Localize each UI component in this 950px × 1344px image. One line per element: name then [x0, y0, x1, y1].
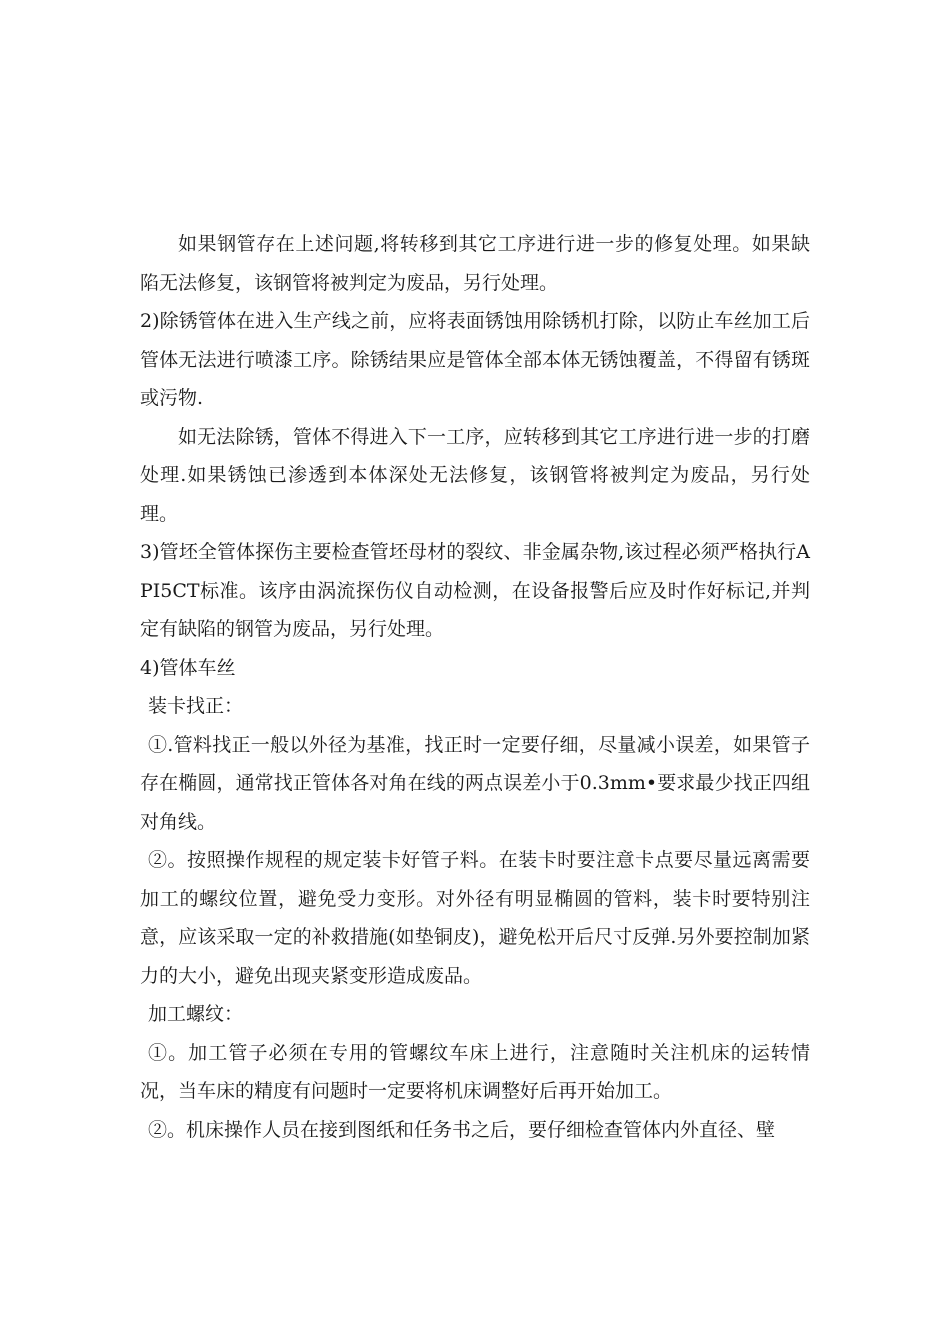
- list-item-alignment: ①.管料找正一般以外径为基准，找正时一定要仔细，尽量减小误差，如果管子存在椭圆，通常找正管体各对角在线的两点误差小于0.3mm•要求最少找正四组对角线。: [140, 733, 810, 833]
- paragraph-derusting-failure: 如无法除锈，管体不得进入下一工序，应转移到其它工序进行进一步的打磨处理.如果锈蚀已渗透到本体深处无法修复，该钢管将被判定为废品，另行处理。: [140, 425, 810, 525]
- paragraph-repair-disposal: 如果钢管存在上述问题,将转移到其它工序进行进一步的修复处理。如果缺陷无法修复，该钢管将被判定为废品，另行处理。: [140, 233, 810, 294]
- subheading-thread-machining: 加工螺纹：: [148, 1003, 244, 1025]
- paragraph-derusting: 2)除锈管体在进入生产线之前，应将表面锈蚀用除锈机打除，以防止车丝加工后管体无法进行喷漆工序。除锈结果应是管体全部本体无锈蚀覆盖，不得留有锈斑或污物.: [140, 310, 810, 409]
- list-item-lathe: ①。加工管子必须在专用的管螺纹车床上进行，注意随时关注机床的运转情况，当车床的精度有问题时一定要将机床调整好后再开始加工。: [140, 1041, 810, 1102]
- paragraph-flaw-detection: 3)管坯全管体探伤主要检查管坯母材的裂纹、非金属杂物,该过程必须严格执行API5CT标准。该序由涡流探伤仪自动检测，在设备报警后应及时作好标记,并判定有缺陷的钢管为废品，另行处理。: [140, 541, 810, 640]
- document-page: [140, 225, 810, 1149]
- list-item-clamping: ②。按照操作规程的规定装卡好管子料。在装卡时要注意卡点要尽量远离需要加工的螺纹位置，避免受力变形。对外径有明显椭圆的管料，装卡时要特别注意，应该采取一定的补救措施(如垫铜皮)，避免松开后尺寸反弹.另外要控制加紧力的大小，避免出现夹紧变形造成废品。: [140, 849, 810, 987]
- subheading-clamping: 装卡找正：: [148, 695, 244, 717]
- section-heading-threading: 4)管体车丝: [140, 656, 236, 679]
- list-item-operator-check: ②。机床操作人员在接到图纸和任务书之后，要仔细检查管体内外直径、壁: [148, 1118, 776, 1141]
